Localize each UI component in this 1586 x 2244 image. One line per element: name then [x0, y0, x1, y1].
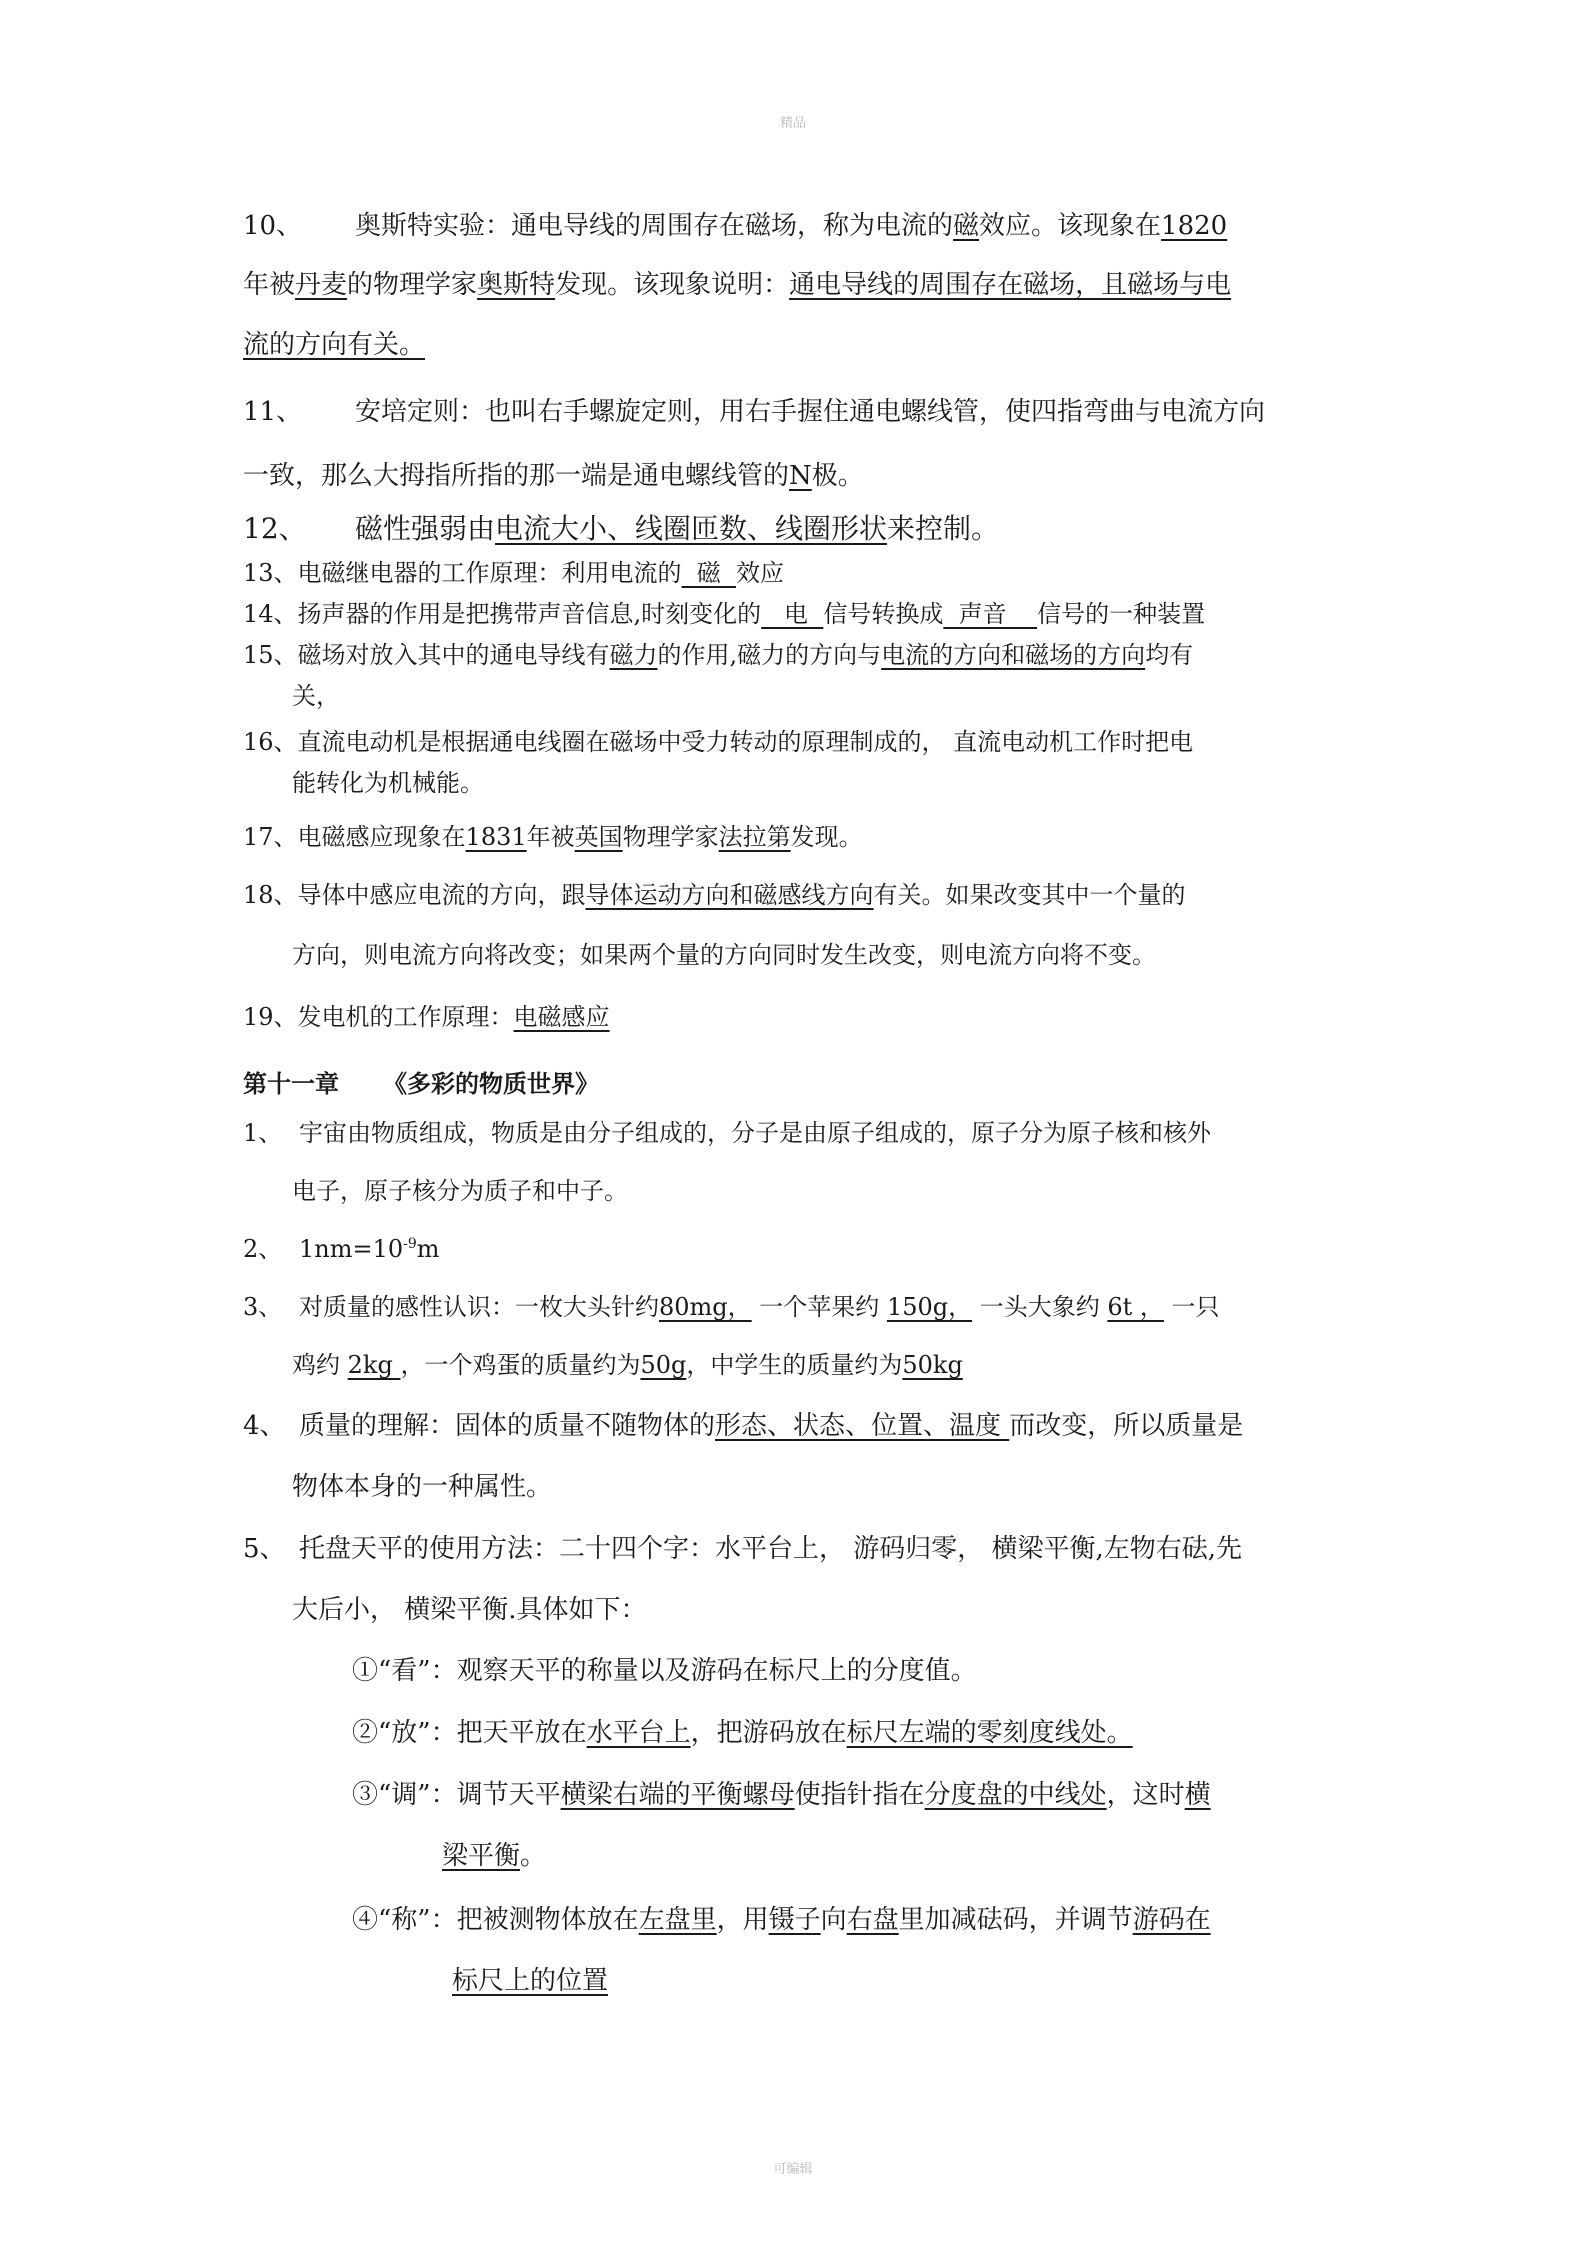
text: 效应。该现象在: [979, 211, 1162, 241]
text: 发现。: [790, 823, 863, 851]
text: 一个苹果约: [751, 1293, 887, 1321]
step-place: [352, 1716, 1133, 1750]
item-14: [243, 597, 1205, 631]
text: 13、电磁继电器的工作原理：利用电流的: [243, 559, 682, 587]
answer: 1820: [1161, 211, 1228, 241]
item-number: 1、: [243, 1119, 283, 1147]
item-15-line-2: [292, 679, 340, 713]
text: 奥斯特实验：通电导线的周围存在磁场，称为电流的: [355, 211, 954, 241]
answer: 分度盘的中线处: [924, 1780, 1107, 1810]
text: 效应: [736, 559, 785, 587]
answer: 横: [1184, 1780, 1211, 1810]
text: ②“放”：把天平放在: [352, 1718, 587, 1748]
text: 信号转换成: [823, 600, 944, 628]
chapter-heading: [243, 1067, 599, 1101]
text: ，这时: [1106, 1780, 1185, 1810]
answer: 电磁感应: [513, 1003, 610, 1031]
answer: 横梁右端的平衡螺母: [560, 1780, 795, 1810]
answer: 通电导线的周围存在磁场，且磁场与电: [789, 270, 1232, 300]
item-18-line-1: [243, 878, 1186, 912]
text: 鸡约: [292, 1351, 348, 1379]
text: 托盘天平的使用方法：二十四个字：水平台上， 游码归零， 横梁平衡,左物右砝,先: [299, 1534, 1243, 1564]
text: ，中学生的质量约为: [686, 1351, 903, 1379]
item-19: [243, 1000, 610, 1034]
answer: 声音: [943, 600, 1038, 628]
item-number: 11、: [243, 397, 303, 427]
text: 1nm=10: [299, 1235, 404, 1263]
text: m: [416, 1235, 440, 1263]
step-look: [352, 1654, 977, 1688]
ch11-item-1-line-1: [243, 1116, 1211, 1150]
text: 。: [520, 1841, 547, 1871]
text: 18、导体中感应电流的方向，跟: [243, 881, 586, 909]
text: 一头大象约: [972, 1293, 1108, 1321]
step-weigh-line-1: [352, 1903, 1211, 1937]
text: 的作用,磁力的方向与: [657, 641, 882, 669]
chapter-label: 第十一章: [243, 1069, 339, 1098]
ch11-item-4-line-1: [243, 1409, 1243, 1443]
item-number: 2、: [243, 1235, 283, 1263]
text: 里加减砝码，并调节: [898, 1905, 1133, 1935]
answer: 游码在: [1132, 1905, 1211, 1935]
answer: 80mg，: [659, 1293, 752, 1321]
item-13: [243, 556, 784, 590]
answer: 6t ，: [1107, 1293, 1164, 1321]
text: 来控制。: [887, 512, 1000, 545]
item-10-line-1: [243, 209, 1227, 243]
item-12: [243, 512, 999, 546]
ch11-item-5-line-2: [292, 1593, 647, 1627]
text: 关，: [292, 682, 340, 710]
text: 年被: [526, 823, 575, 851]
text: 能转化为机械能。: [292, 769, 484, 797]
item-number: 5、: [243, 1534, 286, 1564]
item-11-line-1: [243, 395, 1265, 429]
ch11-item-5-line-1: [243, 1532, 1242, 1566]
text: 物理学家: [622, 823, 719, 851]
answer: 右盘: [846, 1905, 899, 1935]
answer: 水平台上: [586, 1718, 691, 1748]
item-16-line-2: [292, 766, 484, 800]
text: 安培定则：也叫右手螺旋定则，用右手握住通电螺线管，使四指弯曲与电流方向: [355, 397, 1266, 427]
chapter-title: 《多彩的物质世界》: [383, 1069, 599, 1098]
text: 的物理学家: [347, 270, 478, 300]
text: 均有: [1145, 641, 1194, 669]
item-16-line-1: [243, 725, 1193, 759]
ch11-item-1-line-2: [292, 1174, 628, 1208]
text: 磁性强弱由: [355, 512, 496, 545]
answer: 磁: [953, 211, 980, 241]
text: 一致，那么大拇指所指的那一端是通电螺线管的: [243, 461, 790, 491]
item-18-line-2: [292, 938, 1156, 972]
text: 14、扬声器的作用是把携带声音信息,时刻变化的: [243, 600, 762, 628]
item-10-line-2: [243, 268, 1231, 302]
text: ，把游码放在: [690, 1718, 847, 1748]
text: 15、磁场对放入其中的通电导线有: [243, 641, 610, 669]
answer: 磁力: [609, 641, 658, 669]
answer: 导体运动方向和磁感线方向: [585, 881, 874, 909]
answer: 标尺上的位置: [452, 1966, 609, 1996]
text: 电子，原子核分为质子和中子。: [292, 1177, 628, 1205]
text: 17、电磁感应现象在: [243, 823, 466, 851]
ch11-item-4-line-2: [292, 1470, 552, 1504]
answer: 梁平衡: [442, 1841, 521, 1871]
text: 年被: [243, 270, 296, 300]
answer: 50g: [640, 1351, 687, 1379]
text: 极。: [811, 461, 864, 491]
page-header: 精品: [779, 116, 806, 131]
answer: 标尺左端的零刻度线处。: [846, 1718, 1133, 1748]
answer: 镊子: [768, 1905, 821, 1935]
text: ，一个鸡蛋的质量约为: [400, 1351, 641, 1379]
answer: 1831: [465, 823, 527, 851]
text: 信号的一种装置: [1037, 600, 1206, 628]
text: 发现。该现象说明：: [555, 270, 790, 300]
item-number: 3、: [243, 1293, 283, 1321]
text: 使指针指在: [794, 1780, 925, 1810]
page-footer: 可编辑: [773, 2162, 813, 2177]
answer: 50kg: [902, 1351, 963, 1379]
answer: 英国: [574, 823, 623, 851]
item-number: 12、: [243, 512, 307, 545]
text: 有关。如果改变其中一个量的: [873, 881, 1186, 909]
text: 大后小， 横梁平衡.具体如下：: [292, 1595, 647, 1625]
text: 16、直流电动机是根据通电线圈在磁场中受力转动的原理制成的， 直流电动机工作时把电: [243, 728, 1194, 756]
text: 物体本身的一种属性。: [292, 1472, 553, 1502]
text: 对质量的感性认识：一枚大头针约: [299, 1293, 659, 1321]
answer: N: [789, 461, 812, 491]
item-15-line-1: [243, 638, 1193, 672]
step-weigh-line-2: [452, 1964, 608, 1998]
ch11-item-2: [243, 1232, 440, 1266]
text: 向: [820, 1905, 847, 1935]
answer: 电流的方向和磁场的方向: [881, 641, 1146, 669]
item-10-line-3: [243, 328, 425, 362]
ch11-item-3-line-2: [292, 1348, 963, 1382]
answer: 左盘里: [638, 1905, 717, 1935]
ch11-item-3-line-1: [243, 1290, 1220, 1324]
answer: 丹麦: [295, 270, 348, 300]
answer: 电流大小、线圈匝数、线圈形状: [495, 512, 888, 545]
text: ③“调”：调节天平: [352, 1780, 561, 1810]
text: 一只: [1163, 1293, 1220, 1321]
step-adjust-line-1: [352, 1778, 1211, 1812]
answer: 磁: [681, 559, 737, 587]
text: ①“看”：观察天平的称量以及游码在标尺上的分度值。: [352, 1656, 977, 1686]
step-adjust-line-2: [442, 1839, 546, 1873]
item-number: 10、: [243, 211, 303, 241]
answer: 形态、状态、位置、温度: [715, 1411, 1010, 1441]
text: ④“称”：把被测物体放在: [352, 1905, 639, 1935]
item-17: [243, 820, 863, 854]
item-number: 4、: [243, 1411, 286, 1441]
exponent: -9: [403, 1236, 417, 1252]
text: 宇宙由物质组成，物质是由分子组成的，分子是由原子组成的，原子分为原子核和核外: [299, 1119, 1211, 1147]
answer: 电: [761, 600, 824, 628]
answer: 150g，: [886, 1293, 973, 1321]
text: 19、发电机的工作原理：: [243, 1003, 514, 1031]
text: 而改变，所以质量是: [1009, 1411, 1244, 1441]
answer: 2kg: [347, 1351, 401, 1379]
text: 方向，则电流方向将改变；如果两个量的方向同时发生改变，则电流方向将不变。: [292, 941, 1156, 969]
item-11-line-2: [243, 459, 864, 493]
text: ，用: [716, 1905, 769, 1935]
answer: 法拉第: [718, 823, 791, 851]
answer: 流的方向有关。: [243, 330, 426, 360]
text: 质量的理解：固体的质量不随物体的: [299, 1411, 716, 1441]
answer: 奥斯特: [477, 270, 556, 300]
